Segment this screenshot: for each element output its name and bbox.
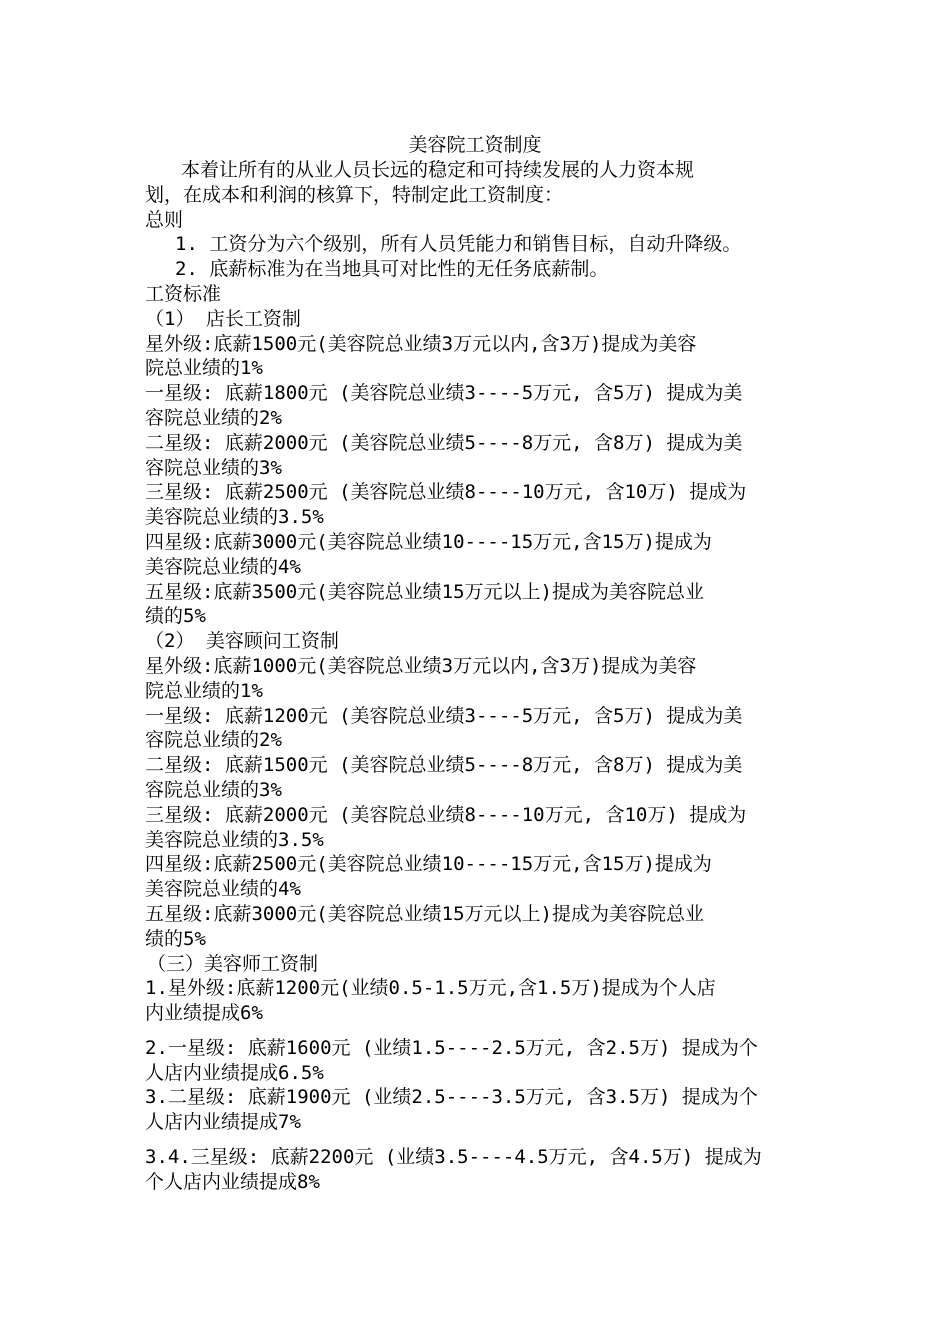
manager-line: 容院总业绩的3%: [145, 456, 282, 479]
beautician-item-2-line-2: 人店内业绩提成6.5%: [145, 1061, 324, 1084]
beautician-heading: （三）美容师工资制: [147, 952, 319, 975]
manager-line: 三星级: 底薪2500元 (美容院总业绩8----10万元, 含10万) 提成为: [145, 481, 747, 504]
consultant-line: 二星级: 底薪1500元 (美容院总业绩5----8万元, 含8万) 提成为美: [145, 754, 743, 777]
manager-line: 星外级:底薪1500元(美容院总业绩3万元以内,含3万)提成为美容: [145, 332, 697, 355]
consultant-line: 美容院总业绩的3.5%: [145, 828, 324, 851]
beautician-item-4-line-2: 个人店内业绩提成8%: [145, 1170, 320, 1193]
manager-line: 一星级: 底薪1800元 (美容院总业绩3----5万元, 含5万) 提成为美: [145, 382, 743, 405]
document-body: [145, 158, 825, 1195]
beautician-item-1-line-2: 内业绩提成6%: [145, 1002, 263, 1025]
consultant-line: 一星级: 底薪1200元 (美容院总业绩3----5万元, 含5万) 提成为美: [145, 704, 743, 727]
manager-line: 美容院总业绩的3.5%: [145, 506, 324, 529]
manager-line: 院总业绩的1%: [145, 357, 263, 380]
general-heading: 总则: [145, 208, 184, 231]
beautician-item-2-line-1: 2.一星级: 底薪1600元 (业绩1.5----2.5万元, 含2.5万) 提成为个: [145, 1036, 758, 1059]
paragraph-gap: [145, 1135, 825, 1145]
consultant-line: 五星级:底薪3000元(美容院总业绩15万元以上)提成为美容院总业: [145, 902, 704, 925]
manager-line: 美容院总业绩的4%: [145, 555, 301, 578]
general-item-2: 2. 底薪标准为在当地具可对比性的无任务底薪制。: [175, 258, 609, 281]
manager-line: 四星级:底薪3000元(美容院总业绩10----15万元,含15万)提成为: [145, 530, 712, 553]
consultant-line: 院总业绩的1%: [145, 679, 263, 702]
consultant-line: 绩的5%: [145, 927, 206, 950]
manager-heading: （1） 店长工资制: [145, 307, 301, 330]
beautician-item-1-line-1: 1.星外级:底薪1200元(业绩0.5-1.5万元,含1.5万)提成为个人店: [145, 977, 716, 1000]
consultant-line: 三星级: 底薪2000元 (美容院总业绩8----10万元, 含10万) 提成为: [145, 803, 747, 826]
consultant-line: 星外级:底薪1000元(美容院总业绩3万元以内,含3万)提成为美容: [145, 654, 697, 677]
beautician-item-3-line-2: 人店内业绩提成7%: [145, 1111, 301, 1134]
general-item-1: 1. 工资分为六个级别，所有人员凭能力和销售目标，自动升降级。: [175, 233, 742, 256]
beautician-item-3-line-1: 3.二星级: 底薪1900元 (业绩2.5----3.5万元, 含3.5万) 提成为个: [145, 1086, 758, 1109]
standard-heading: 工资标准: [145, 282, 222, 305]
consultant-heading: （2） 美容顾问工资制: [145, 630, 339, 653]
intro-line-2: 划，在成本和利润的核算下，特制定此工资制度：: [145, 183, 564, 206]
manager-line: 五星级:底薪3500元(美容院总业绩15万元以上)提成为美容院总业: [145, 580, 704, 603]
manager-line: 绩的5%: [145, 605, 206, 628]
beautician-item-4-line-1: 3.4.三星级: 底薪2200元 (业绩3.5----4.5万元, 含4.5万) 提成为: [145, 1146, 762, 1169]
consultant-line: 美容院总业绩的4%: [145, 878, 301, 901]
intro-line-1: 本着让所有的从业人员长远的稳定和可持续发展的人力资本规: [181, 159, 695, 181]
manager-line: 容院总业绩的2%: [145, 406, 282, 429]
consultant-line: 四星级:底薪2500元(美容院总业绩10----15万元,含15万)提成为: [145, 853, 712, 876]
manager-line: 二星级: 底薪2000元 (美容院总业绩5----8万元, 含8万) 提成为美: [145, 431, 743, 454]
consultant-line: 容院总业绩的2%: [145, 729, 282, 752]
document-title: 美容院工资制度: [408, 134, 542, 156]
consultant-line: 容院总业绩的3%: [145, 778, 282, 801]
paragraph-gap: [145, 1026, 825, 1036]
